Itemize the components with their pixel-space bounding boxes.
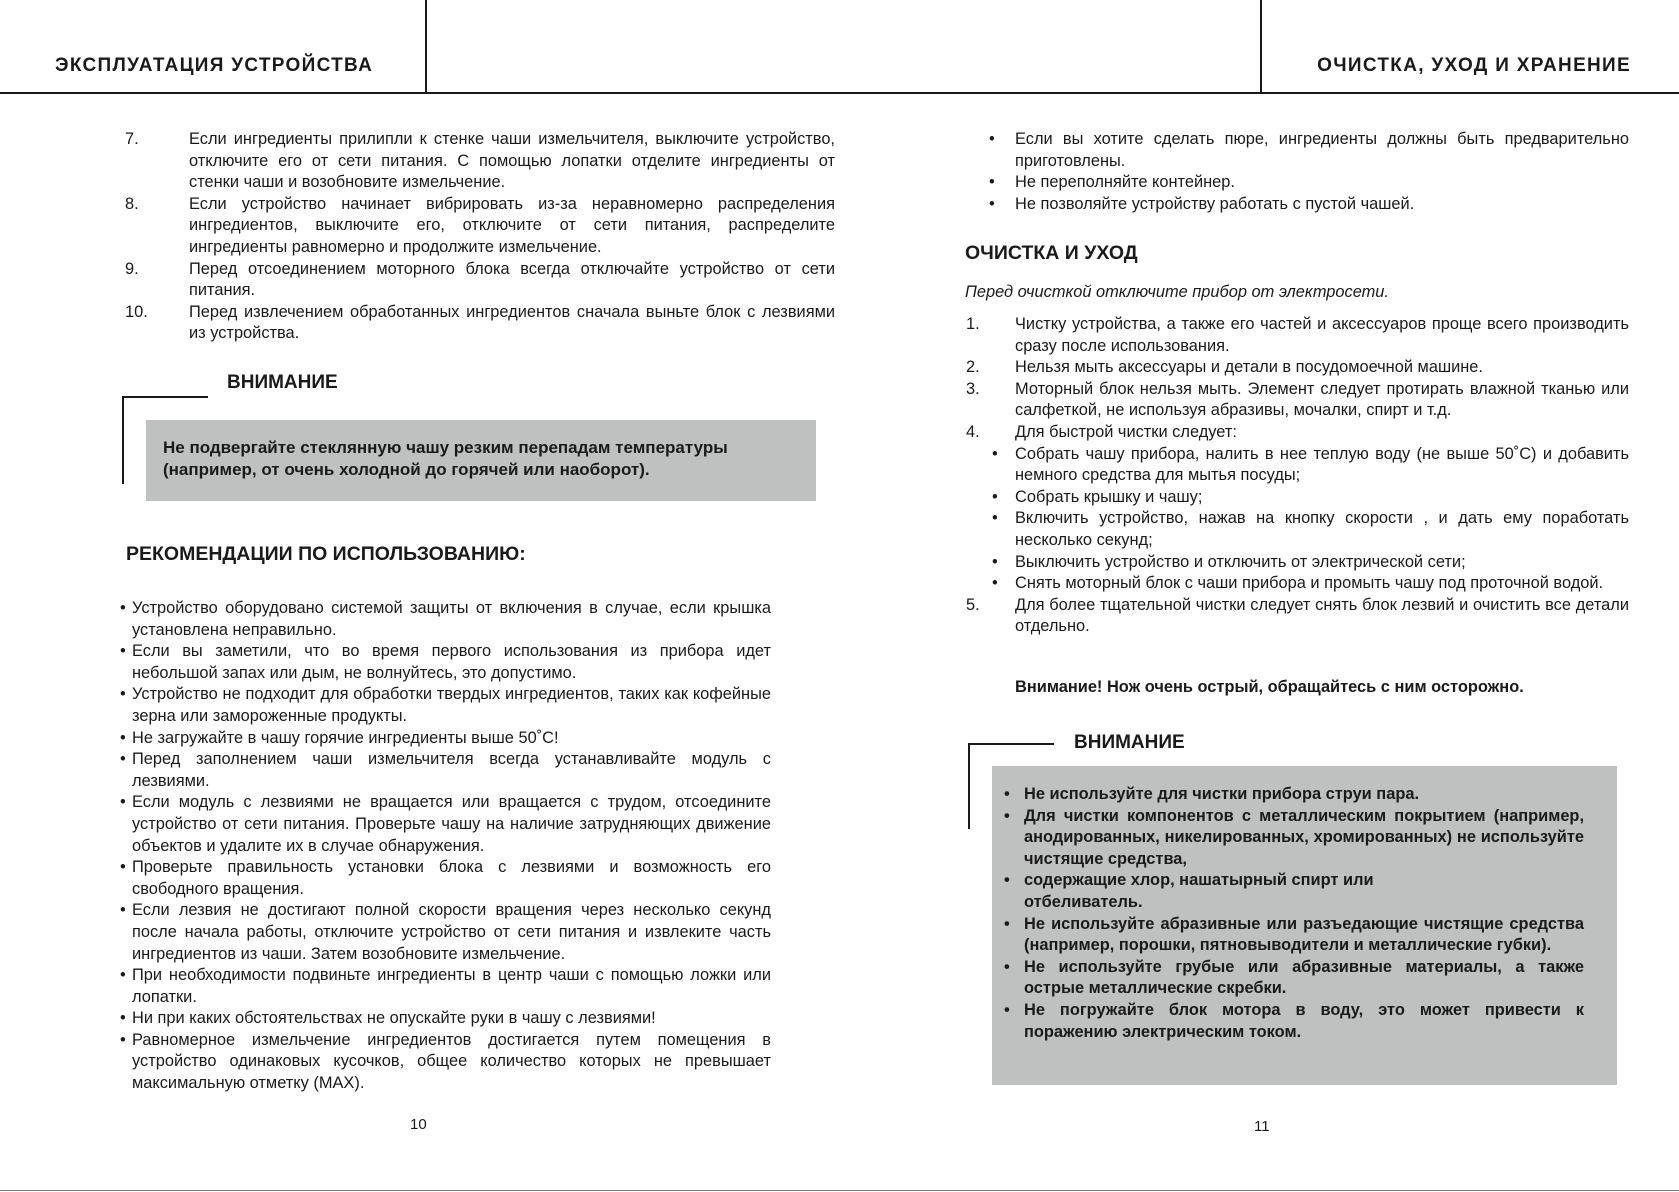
left-steps-list xyxy=(125,129,835,345)
step-number: 2. xyxy=(966,358,980,377)
list-item xyxy=(125,302,835,345)
list-item-text: Включить устройство, нажав на кнопку скорости , и дать ему поработать несколько секунд; xyxy=(1015,509,1629,549)
list-item xyxy=(125,194,835,259)
bullet-icon: • xyxy=(989,130,995,148)
list-item xyxy=(966,508,1629,551)
step-number: 10. xyxy=(125,302,148,321)
step-text: Для быстрой чистки следует: xyxy=(1015,422,1237,441)
bullet-icon: • xyxy=(120,1030,126,1049)
list-item-text: Устройство оборудовано системой защиты от включения в случае, если крышка установлена неправильно. xyxy=(132,599,771,639)
list-item xyxy=(120,792,771,857)
list-item xyxy=(1004,806,1584,871)
list-item xyxy=(1004,914,1584,957)
step-number: 7. xyxy=(125,130,139,148)
list-item xyxy=(120,965,771,1008)
cleaning-heading: ОЧИСТКА И УХОД xyxy=(965,242,1138,264)
list-item xyxy=(120,857,771,900)
bullet-icon: • xyxy=(1004,871,1010,890)
header-divider-left xyxy=(425,0,427,93)
step-text: Нельзя мыть аксессуары и детали в посудомоечной машине. xyxy=(1015,358,1483,377)
right-header-title: ОЧИСТКА, УХОД И ХРАНЕНИЕ xyxy=(1317,55,1631,76)
cleaning-intro: Перед очисткой отключите прибор от электросети. xyxy=(965,283,1389,301)
list-item xyxy=(966,595,1629,638)
list-item xyxy=(966,552,1629,574)
list-item-text: Если вы заметили, что во время первого использования из прибора идет небольшой запах или дым, не волнуйтесь, это допустимо. xyxy=(132,642,771,682)
warning-title: ВНИМАНИЕ xyxy=(1074,732,1185,753)
list-item-text: Если лезвия не достигают полной скорости вращения через несколько секунд после начала работы, отключите устройство от сети питания и извлеките часть ингредиентов из чаши. Затем возобновите измельчение. xyxy=(132,901,771,963)
list-item-text: Не используйте абразивные или разъедающие чистящие средства (например, порошки, пятновыводители и металлические губки). xyxy=(1024,914,1584,955)
warning-list xyxy=(1004,784,1584,1043)
bullet-icon: • xyxy=(1004,914,1010,933)
step-text: Перед извлечением обработанных ингредиентов сначала выньте блок с лезвиями из устройства. xyxy=(189,302,835,343)
recommendations-list xyxy=(120,598,771,1095)
list-item-text: При необходимости подвиньте ингредиенты в центр чаши с помощью ложки или лопатки. xyxy=(132,966,771,1006)
warning-box xyxy=(146,420,816,501)
bullet-icon: • xyxy=(120,793,126,812)
list-item xyxy=(120,1008,771,1030)
list-item xyxy=(120,900,771,965)
step-number: 8. xyxy=(125,194,139,213)
warning-text: Не подвергайте стеклянную чашу резким перепадам температуры (например, от очень холодной до горячей или наоборот). xyxy=(163,438,728,479)
list-item-text: Проверьте правильность установки блока с лезвиями и возможность его свободного вращения. xyxy=(132,858,771,898)
left-header-title: ЭКСПЛУАТАЦИЯ УСТРОЙСТВА xyxy=(55,55,374,76)
list-item xyxy=(966,487,1629,509)
list-item xyxy=(120,749,771,792)
list-item-text: Собрать крышку и чашу; xyxy=(1015,487,1203,506)
bullet-icon: • xyxy=(120,685,126,704)
list-item-text: Перед заполнением чаши измельчителя всегда устанавливайте модуль с лезвиями. xyxy=(132,750,771,790)
bullet-icon: • xyxy=(120,901,126,920)
step-number: 3. xyxy=(966,379,980,398)
footer-rule xyxy=(0,1190,1679,1191)
bullet-icon: • xyxy=(1004,785,1010,803)
top-bullets-list xyxy=(989,129,1629,215)
step-number: 1. xyxy=(966,315,980,333)
warning-bracket-side xyxy=(968,743,970,829)
list-item-text: Ни при каких обстоятельствах не опускайте руки в чашу с лезвиями! xyxy=(132,1009,656,1028)
list-item xyxy=(1004,957,1584,1000)
header-divider-right xyxy=(1260,0,1262,93)
list-item-text: Не переполняйте контейнер. xyxy=(1015,173,1235,192)
bullet-icon: • xyxy=(992,444,998,463)
bullet-icon: • xyxy=(992,552,998,571)
warning-bracket-top xyxy=(968,743,1054,745)
list-item-text: содержащие хлор, нашатырный спирт или отбеливатель. xyxy=(1024,871,1374,911)
bullet-icon: • xyxy=(120,858,126,877)
list-item-text: Не погружайте блок мотора в воду, это может привести к поражению электрическим током. xyxy=(1024,1000,1584,1041)
bullet-icon: • xyxy=(989,173,995,192)
bullet-icon: • xyxy=(120,728,126,747)
list-item xyxy=(966,444,1629,487)
list-item xyxy=(120,598,771,641)
list-item xyxy=(120,641,771,684)
list-item xyxy=(966,573,1629,595)
list-item-text: Равномерное измельчение ингредиентов достигается путем помещения в устройство одинаковых кусочков, общее количество которых не превышает максимальную отметку (MAX). xyxy=(132,1030,771,1093)
page-number-right: 11 xyxy=(1254,1118,1270,1135)
step-text: Для более тщательной чистки следует снять блок лезвий и очистить все детали отдельно. xyxy=(1015,595,1629,636)
warning-bracket-top xyxy=(122,396,208,398)
warning-title: ВНИМАНИЕ xyxy=(227,372,338,393)
list-item xyxy=(120,684,771,727)
header-rule xyxy=(0,92,1679,94)
step-text: Если устройство начинает вибрировать из-за неравномерно распределения ингредиентов, выключите его, отключите от сети питания, распределите ингредиенты равномерно и продолжите измельчение. xyxy=(189,194,835,256)
list-item xyxy=(120,1030,771,1095)
list-item-text: Не используйте для чистки прибора струи пара. xyxy=(1024,785,1420,803)
bullet-icon: • xyxy=(989,194,995,213)
bullet-icon: • xyxy=(120,1009,126,1028)
list-item-text: Не используйте грубые или абразивные материалы, а также острые металлические скребки. xyxy=(1024,957,1584,998)
list-item xyxy=(966,357,1629,379)
cleaning-substeps xyxy=(966,444,1629,595)
list-item-text: Выключить устройство и отключить от электрической сети; xyxy=(1015,552,1466,571)
step-text: Если ингредиенты прилипли к стенке чаши измельчителя, выключите устройство, отключите его от сети питания. С помощью лопатки отделите ингредиенты от стенки чаши и возобновите измельчение. xyxy=(189,130,835,192)
list-item xyxy=(120,728,771,750)
recommendations-heading: РЕКОМЕНДАЦИИ ПО ИСПОЛЬЗОВАНИЮ: xyxy=(126,543,526,565)
list-item-text: Не позволяйте устройству работать с пустой чашей. xyxy=(1015,194,1415,213)
bullet-icon: • xyxy=(120,750,126,769)
list-item xyxy=(989,194,1629,216)
list-item xyxy=(125,259,835,302)
list-item xyxy=(989,129,1629,172)
bullet-icon: • xyxy=(1004,957,1010,976)
step-text: Перед отсоединением моторного блока всегда отключайте устройство от сети питания. xyxy=(189,259,835,300)
bullet-icon: • xyxy=(1004,806,1010,825)
knife-warning: Внимание! Нож очень острый, обращайтесь с ним осторожно. xyxy=(1015,678,1524,696)
bullet-icon: • xyxy=(992,487,998,506)
bullet-icon: • xyxy=(992,509,998,528)
warning-bracket-side xyxy=(122,396,124,484)
bullet-icon: • xyxy=(992,574,998,593)
step-text: Чистку устройства, а также его частей и аксессуаров проще всего производить сразу после использования. xyxy=(1015,315,1629,355)
list-item-text: Если вы хотите сделать пюре, ингредиенты должны быть предварительно приготовлены. xyxy=(1015,130,1629,170)
list-item-text: Собрать чашу прибора, налить в нее теплую воду (не выше 50˚С) и добавить немного средства для мытья посуды; xyxy=(1015,444,1629,485)
bullet-icon: • xyxy=(120,966,126,985)
bullet-icon: • xyxy=(120,599,126,617)
list-item-text: Устройство не подходит для обработки твердых ингредиентов, таких как кофейные зерна или замороженные продукты. xyxy=(132,685,771,725)
cleaning-steps-list xyxy=(966,314,1629,638)
list-item xyxy=(966,314,1629,357)
list-item-text: Если модуль с лезвиями не вращается или вращается с трудом, отсоедините устройство от сети питания. Проверьте чашу на наличие затрудняющих движение объектов и удалите их в случае обнаружения. xyxy=(132,793,771,855)
warning-box xyxy=(992,766,1617,1085)
list-item xyxy=(966,379,1629,422)
bullet-icon: • xyxy=(1004,1000,1010,1019)
list-item xyxy=(989,172,1629,194)
list-item xyxy=(966,422,1629,444)
step-number: 4. xyxy=(966,422,980,441)
list-item xyxy=(125,129,835,194)
list-item-text: Снять моторный блок с чаши прибора и промыть чашу под проточной водой. xyxy=(1015,574,1604,593)
list-item xyxy=(1004,870,1584,913)
list-item-text: Не загружайте в чашу горячие ингредиенты выше 50˚С! xyxy=(132,728,559,747)
bullet-icon: • xyxy=(120,642,126,661)
list-item-text: Для чистки компонентов с металлическим покрытием (например, анодированных, никелированных, хромированных) не используйте чистящие средства, xyxy=(1024,806,1584,868)
step-number: 9. xyxy=(125,259,139,278)
list-item xyxy=(1004,1000,1584,1043)
step-text: Моторный блок нельзя мыть. Элемент следует протирать влажной тканью или салфеткой, не используя абразивы, мочалки, спирт и т.д. xyxy=(1015,379,1629,420)
page-number-left: 10 xyxy=(410,1116,427,1133)
step-number: 5. xyxy=(966,595,980,614)
list-item xyxy=(1004,784,1584,806)
